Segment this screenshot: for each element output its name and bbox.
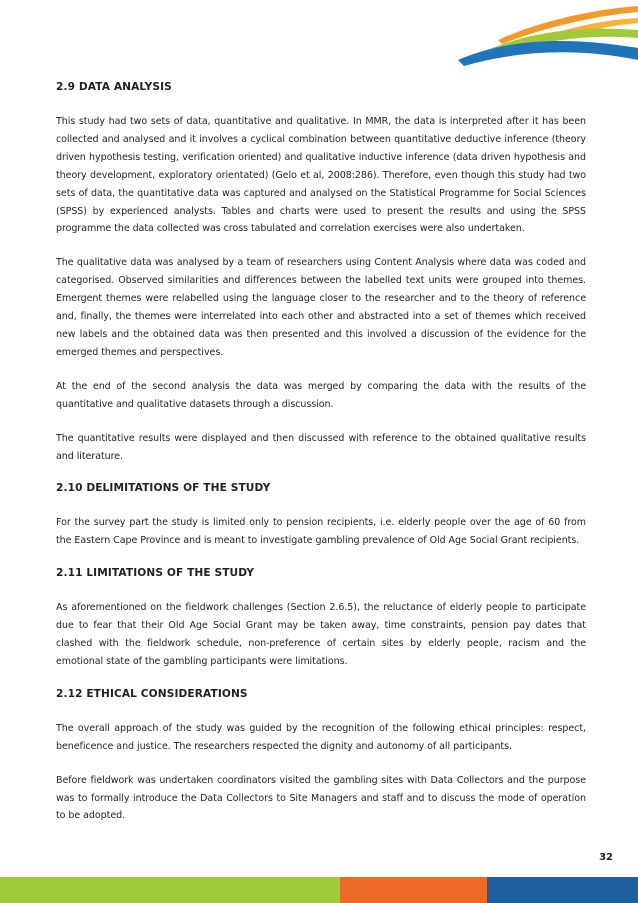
section-heading-2-9: 2.9 DATA ANALYSIS bbox=[56, 81, 172, 93]
section-heading-2-12: 2.12 ETHICAL CONSIDERATIONS bbox=[56, 687, 248, 700]
logo-blue-stripe bbox=[458, 41, 638, 66]
section-heading-2-11: 2.11 LIMITATIONS OF THE STUDY bbox=[56, 567, 255, 580]
paragraph: For the survey part the study is limited only to pension recipients, i.e. elderly people over the age of 60 from the Eastern Cape Province and is meant to investigate gambling prevalence of Old Age Social Grant recipients. bbox=[56, 517, 586, 547]
footer-green-segment bbox=[0, 877, 340, 903]
paragraph: Before fieldwork was undertaken coordinators visited the gambling sites with Data Collectors and the purpose was to formally introduce the Data Collectors to Site Managers and staff and to discuss the mode of operation to be adopted. bbox=[56, 774, 586, 822]
paragraph: This study had two sets of data, quantitative and qualitative. In MMR, the data is interpreted after it has been collected and analysed and it involves a cyclical combination between quantitative deductive inference (theory driven hypothesis testing, verification oriented) and qualitative inductive inference (data driven hypothesis and theory development, exploratory orientated) (Gelo et al, 2008:286). Therefore, even though this study had two sets of data, the quantitative data was captured and analysed on the Statistical Programme for Social Sciences (SPSS) by experienced analysts. Tables and charts were used to present the results and using the SPSS programme the data collected was cross tabulated and correlation exercises were also undertaken. bbox=[56, 116, 586, 235]
footer-orange-segment bbox=[340, 877, 487, 903]
page-number: 32 bbox=[599, 852, 613, 863]
logo-swoosh-graphic bbox=[428, 0, 638, 72]
paragraph: At the end of the second analysis the data was merged by comparing the data with the results of the quantitative and qualitative datasets through a discussion. bbox=[56, 380, 586, 410]
main-content bbox=[56, 80, 586, 841]
section-heading-2-10: 2.10 DELIMITATIONS OF THE STUDY bbox=[56, 482, 271, 495]
footer-color-bar bbox=[0, 877, 638, 903]
paragraph: As aforementioned on the fieldwork challenges (Section 2.6.5), the reluctance of elderly people to participate due to fear that their Old Age Social Grant may be taken away, time constraints, pension pay dates that clashed with the fieldwork schedule, non-preference of certain sites by elderly people, racism and the emotional state of the gambling participants were limitations. bbox=[56, 602, 586, 667]
paragraph: The quantitative results were displayed and then discussed with reference to the obtained qualitative results and literature. bbox=[56, 432, 586, 462]
paragraph: The overall approach of the study was guided by the recognition of the following ethical principles: respect, beneficence and justice. The researchers respected the dignity and autonomy of all participants. bbox=[56, 722, 586, 752]
paragraph: The qualitative data was analysed by a team of researchers using Content Analysis where data was coded and categorised. Observed similarities and differences between the labelled text units were grouped into themes. Emergent themes were relabelled using the language closer to the researcher and to the theory of reference and, finally, the themes were interrelated into each other and abstracted into a set of themes which received new labels and the obtained data was then presented and this involved a discussion of the evidence for the emerged themes and perspectives. bbox=[56, 257, 586, 358]
footer-blue-segment bbox=[487, 877, 638, 903]
